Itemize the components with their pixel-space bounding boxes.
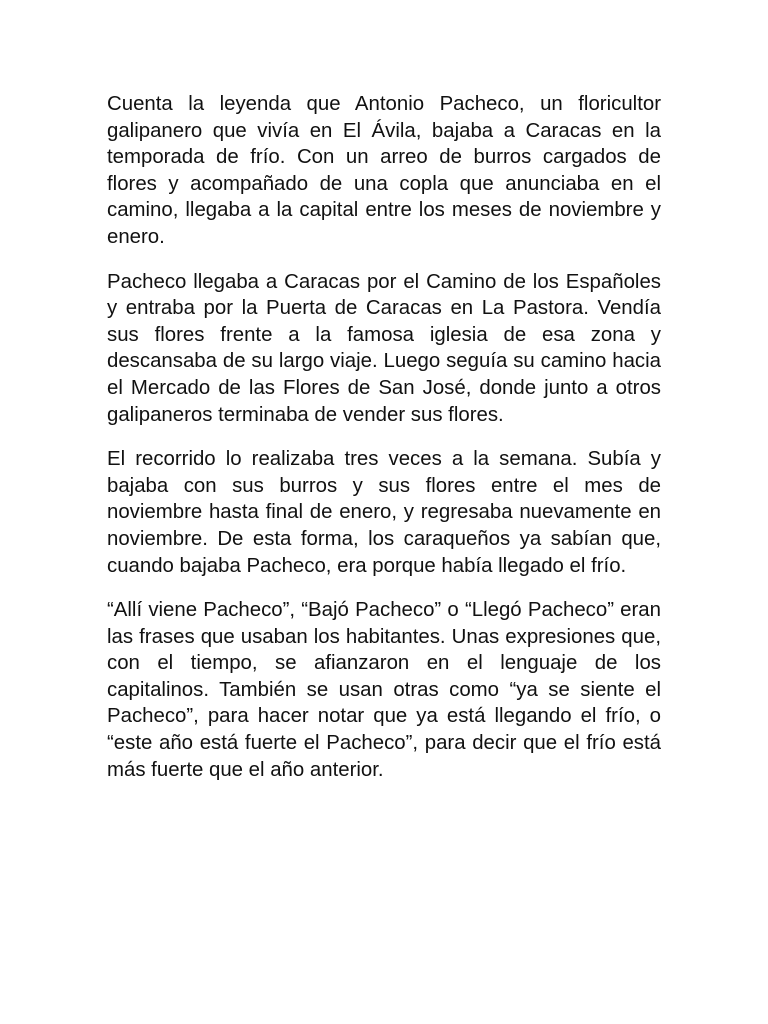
paragraph-3: El recorrido lo realizaba tres veces a la semana. Subía y bajaba con sus burros y sus flores entre el mes de noviembre hasta final de enero, y regresaba nuevamente en noviembre. De esta forma, los caraqueños ya sabían que, cuando bajaba Pacheco, era porque había llegado el frío. [107,448,661,577]
paragraph-2: Pacheco llegaba a Caracas por el Camino de los Españoles y entraba por la Puerta de Caracas en La Pastora. Vendía sus flores frente a la famosa iglesia de esa zona y descansaba de su largo viaje. Luego seguía su camino hacia el Mercado de las Flores de San José, donde junto a otros galipaneros terminaba de vender sus flores. [107,270,661,426]
paragraph-1: Cuenta la leyenda que Antonio Pacheco, un floricultor galipanero que vivía en El Ávila, bajaba a Caracas en la temporada de frío. Con un arreo de burros cargados de flores y acompañado de una copla que anunciaba en el camino, llegaba a la capital entre los meses de noviembre y enero. [107,93,661,248]
document-body [107,91,661,783]
paragraph-4: “Allí viene Pacheco”, “Bajó Pacheco” o “Llegó Pacheco” eran las frases que usaban los habitantes. Unas expresiones que, con el tiempo, se afianzaron en el lenguaje de los capitalinos. También se usan otras como “ya se siente el Pacheco”, para hacer notar que ya está llegando el frío, o “este año está fuerte el Pacheco”, para decir que el frío está más fuerte que el año anterior. [107,599,661,781]
